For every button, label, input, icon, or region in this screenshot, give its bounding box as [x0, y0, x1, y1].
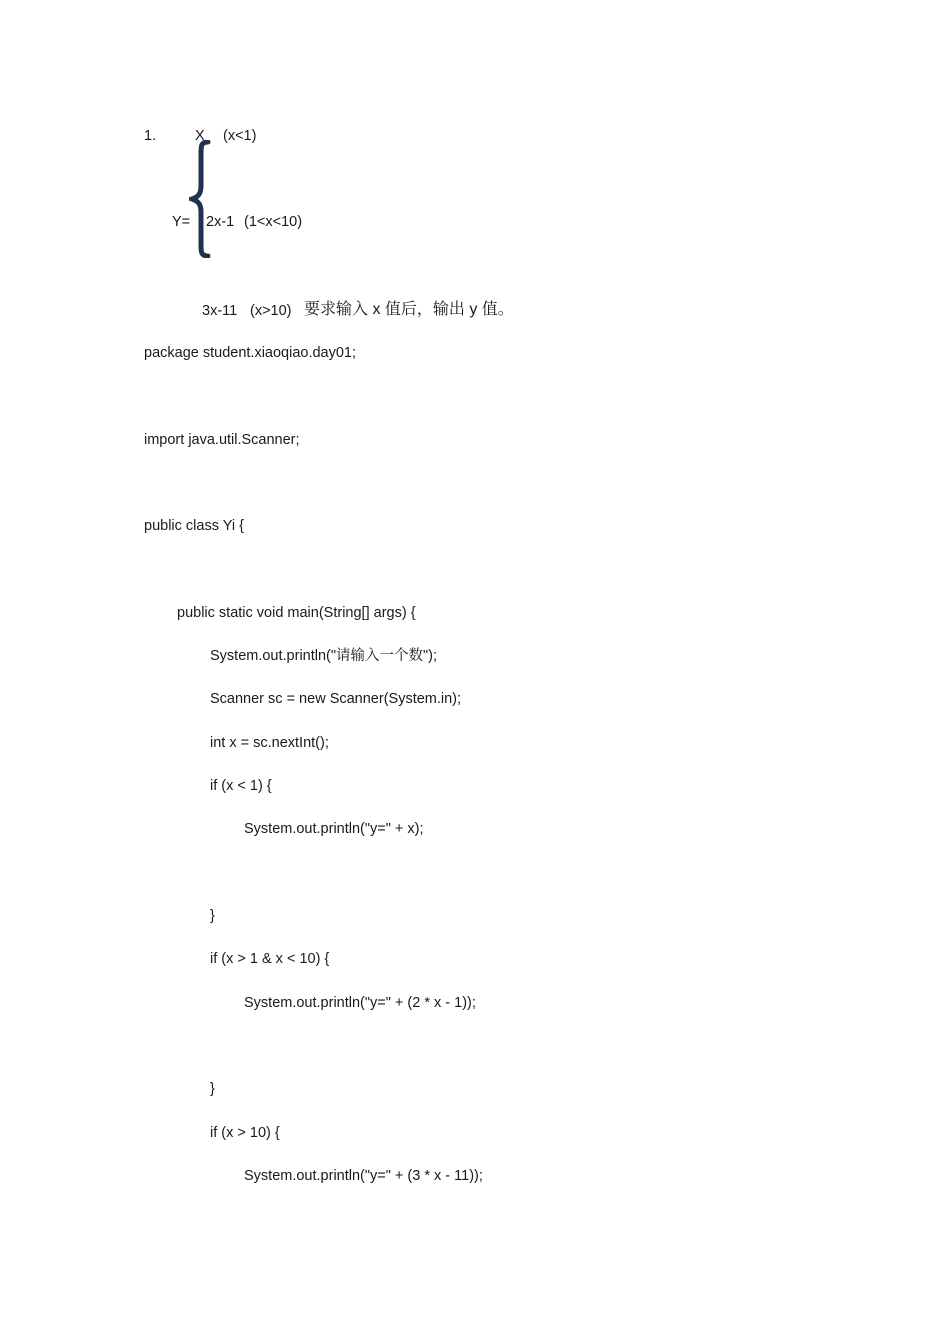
code-line-if2: if (x > 1 & x < 10) { — [210, 951, 330, 967]
code-line-prompt: System.out.println("请输入一个数"); — [210, 648, 438, 664]
case1-condition: (x<1) — [223, 128, 257, 144]
code-line-nextint: int x = sc.nextInt(); — [210, 735, 329, 751]
code-line-print3: System.out.println("y=" + (3 * x - 11)); — [244, 1168, 483, 1184]
y-equals-label: Y= — [172, 214, 191, 230]
case2-expression: 2x-1 — [206, 214, 235, 230]
problem-number: 1. — [144, 128, 157, 144]
code-line-main: public static void main(String[] args) { — [177, 605, 416, 621]
code-line-class: public class Yi { — [144, 518, 244, 534]
instruction-text: 要求输入 x 值后，输出 y 值。 — [304, 301, 514, 318]
case3-condition: (x>10) — [250, 303, 292, 319]
code-line-print2: System.out.println("y=" + (2 * x - 1)); — [244, 995, 476, 1011]
code-line-close1: } — [210, 908, 215, 924]
left-brace-icon — [189, 140, 213, 258]
code-line-if3: if (x > 10) { — [210, 1125, 280, 1141]
case2-condition: (1<x<10) — [244, 214, 303, 230]
code-line-if1: if (x < 1) { — [210, 778, 272, 794]
case1-expression: X — [195, 128, 205, 144]
case3-expression: 3x-11 — [202, 303, 238, 319]
code-line-close2: } — [210, 1081, 215, 1097]
code-line-print1: System.out.println("y=" + x); — [244, 821, 424, 837]
code-line-package: package student.xiaoqiao.day01; — [144, 345, 357, 361]
code-line-scanner: Scanner sc = new Scanner(System.in); — [210, 691, 462, 707]
code-line-import: import java.util.Scanner; — [144, 432, 300, 448]
